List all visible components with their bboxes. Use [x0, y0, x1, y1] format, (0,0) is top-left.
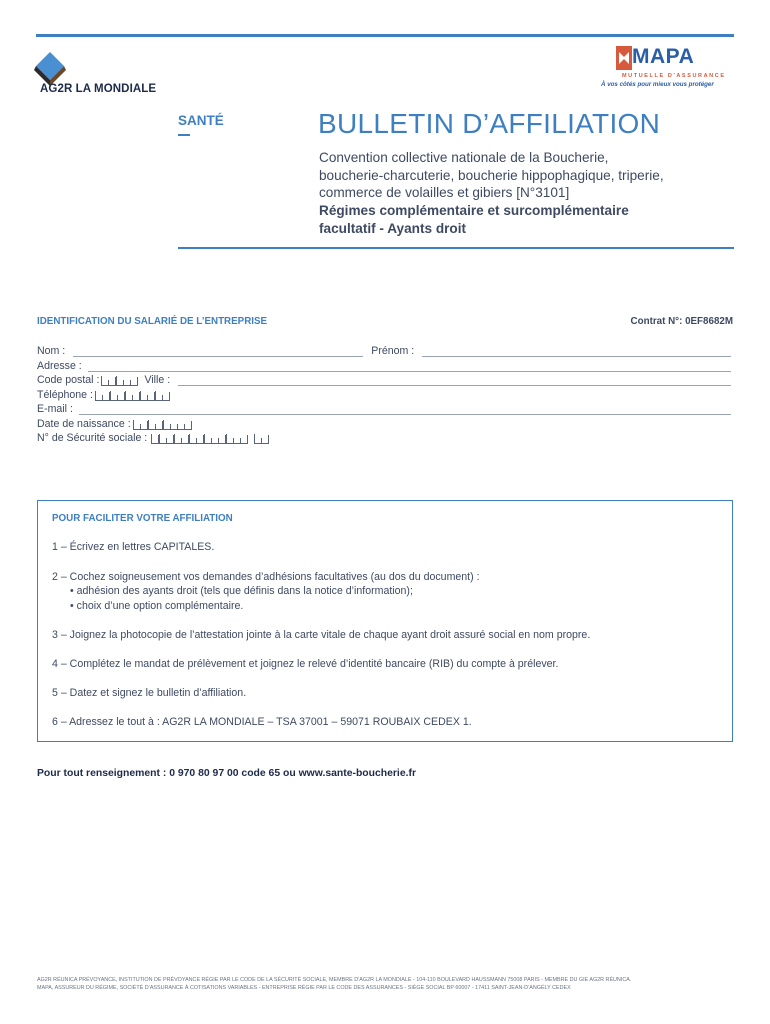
prenom-label: Prénom :: [371, 345, 415, 357]
subtitle-bold: [319, 202, 739, 237]
adresse-field[interactable]: [88, 362, 731, 372]
subtitle-bold-line: facultatif - Ayants droit: [319, 220, 467, 236]
instruction-subitem: • adhésion des ayants droit (tels que définis dans la notice d’information);: [70, 585, 413, 597]
instruction-item: 6 – Adressez le tout à : AG2R LA MONDIALE – TSA 37001 – 59071 ROUBAIX CEDEX 1.: [52, 716, 472, 728]
footer-line: MAPA, ASSUREUR DU RÉGIME, SOCIÉTÉ D’ASSURANCE À COTISATIONS VARIABLES - ENTREPRISE RÉGIE PAR LE CODE DES ASSURANCES - SIÈGE SOCIAL BP 60007 - 17411 SAINT-JEAN-D’ANGÉLY CEDEX: [37, 984, 571, 991]
ville-label: Ville :: [144, 374, 171, 386]
identification-heading: IDENTIFICATION DU SALARIÉ DE L’ENTREPRISE: [37, 316, 268, 327]
instructions-heading: POUR FACILITER VOTRE AFFILIATION: [52, 513, 233, 524]
instruction-item: 3 – Joignez la photocopie de l’attestation jointe à la carte vitale de chaque ayant droit assuré social en nom propre.: [52, 629, 591, 641]
secu-label: N° de Sécurité sociale :: [37, 432, 148, 444]
ville-field[interactable]: [178, 376, 731, 386]
code-postal-label: Code postal :: [37, 374, 100, 386]
adresse-row: [37, 360, 731, 372]
naissance-label: Date de naissance :: [37, 418, 131, 430]
email-row: [37, 403, 731, 415]
adresse-label: Adresse :: [37, 360, 82, 372]
mapa-slogan: À vos côtés pour mieux vous protéger: [601, 81, 714, 88]
page-title: BULLETIN D’AFFILIATION: [318, 108, 661, 139]
nom-field[interactable]: [73, 347, 363, 357]
secu-key-field[interactable]: [254, 435, 269, 444]
mapa-tagline: MUTUELLE D'ASSURANCE: [622, 73, 726, 79]
subtitle-bold-line: Régimes complémentaire et surcomplémentaire: [319, 203, 629, 218]
instruction-item: 1 – Écrivez en lettres CAPITALES.: [52, 541, 215, 553]
nom-label: Nom :: [37, 345, 66, 357]
title-rule: [178, 247, 734, 249]
naissance-row: [37, 418, 192, 430]
telephone-label: Téléphone :: [37, 389, 93, 401]
subtitle-line: boucherie-charcuterie, boucherie hippophagique, triperie,: [319, 167, 664, 183]
nom-row: [37, 345, 731, 357]
secu-row: [37, 432, 269, 444]
instructions-box: [37, 500, 733, 742]
legal-footer: [37, 977, 631, 992]
email-field[interactable]: [79, 405, 731, 415]
subtitle: [319, 149, 739, 202]
contract-number: Contrat N°: 0EF8682M: [630, 316, 733, 327]
instruction-item: 2 – Cochez soigneusement vos demandes d’adhésions facultatives (au dos du document) :: [52, 571, 480, 583]
subtitle-line: commerce de volailles et gibiers [N°3101]: [319, 185, 570, 201]
contact-info: Pour tout renseignement : 0 970 80 97 00 code 65 ou www.sante-boucherie.fr: [37, 768, 416, 779]
naissance-field[interactable]: [133, 421, 192, 430]
footer-line: AG2R RÉUNICA PRÉVOYANCE, INSTITUTION DE PRÉVOYANCE RÉGIE PAR LE CODE DE LA SÉCURITÉ SOCIALE, MEMBRE D’AG2R LA MONDIALE - 104-110 BOULEVARD HAUSSMANN 75008 PARIS - MEMBRE DU GIE AG2R RÉUNICA.: [37, 977, 632, 983]
code-postal-field[interactable]: [101, 377, 138, 386]
code-postal-row: [37, 374, 731, 386]
telephone-row: [37, 389, 170, 401]
subtitle-line: Convention collective nationale de la Boucherie,: [319, 150, 609, 165]
instruction-subitem: • choix d’une option complémentaire.: [70, 600, 244, 612]
section-label: SANTÉ: [178, 113, 224, 128]
secu-field[interactable]: [151, 435, 248, 444]
mapa-brand: MAPA: [632, 45, 695, 68]
email-label: E-mail :: [37, 403, 73, 415]
telephone-field[interactable]: [95, 392, 170, 401]
instruction-item: 5 – Datez et signez le bulletin d’affiliation.: [52, 687, 247, 699]
ag2r-brand: AG2R LA MONDIALE: [40, 83, 157, 95]
instruction-item: 4 – Complétez le mandat de prélèvement et joignez le relevé d’identité bancaire (RIB) du compte à prélever.: [52, 658, 559, 670]
top-rule: [36, 34, 734, 37]
prenom-field[interactable]: [422, 347, 731, 357]
section-dash: [178, 134, 190, 136]
